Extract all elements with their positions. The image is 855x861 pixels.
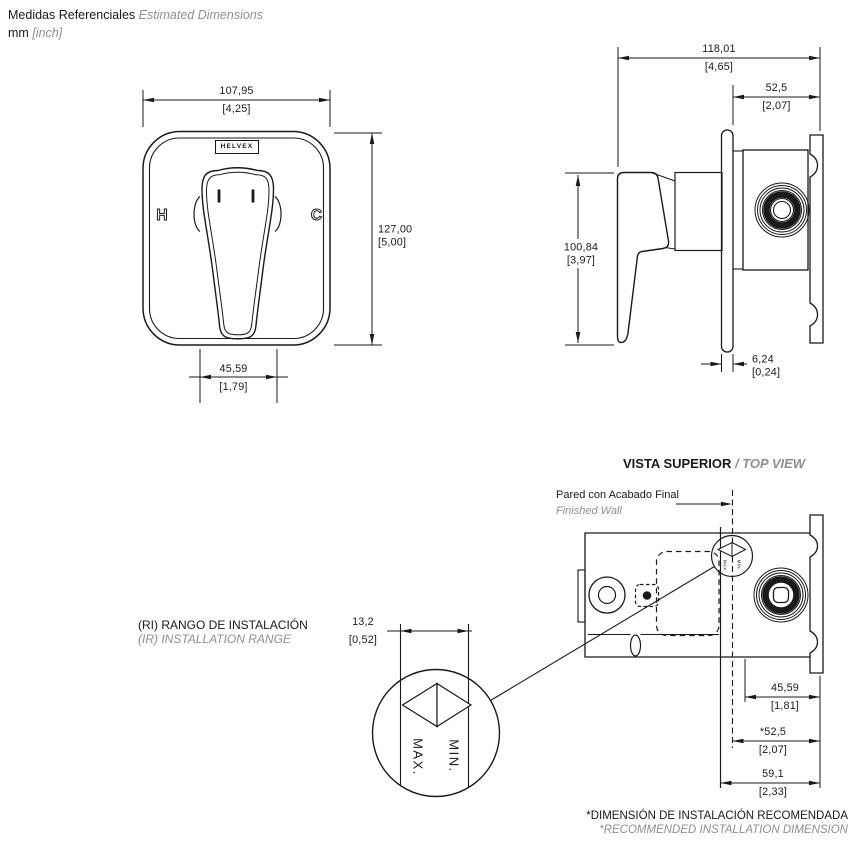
max-label-mini: MAX.: [722, 559, 727, 573]
escutcheon-outline: [143, 132, 330, 346]
cold-label: C: [310, 207, 323, 224]
top-left-tab: [578, 570, 585, 622]
min-label-mini: MIN.: [736, 559, 742, 571]
top-handle-hidden: [657, 552, 720, 636]
side-mounting-flange: [810, 135, 823, 343]
unit-inch: [inch]: [32, 26, 63, 40]
top-port: [754, 568, 808, 622]
footnote-es: *DIMENSIÓN DE INSTALACIÓN RECOMENDADA: [586, 810, 848, 822]
dim-front-width: 107,95 [4,25]: [219, 85, 254, 115]
dim-front-height: 127,00 [5,00]: [378, 223, 413, 249]
top-pivot-circle: [589, 577, 625, 613]
top-screw: [631, 635, 641, 656]
side-handle-stem: [675, 173, 722, 251]
dim-top-a: 45,59 [1,81]: [770, 682, 800, 712]
side-view: [618, 130, 824, 352]
range-note-en: (IR) INSTALLATION RANGE: [138, 632, 291, 646]
wall-label-en: Finished Wall: [556, 505, 622, 517]
side-escutcheon: [722, 130, 734, 352]
side-handle-grip: [618, 173, 669, 343]
balloon-leader-line: [491, 567, 715, 701]
max-label: MAX.: [410, 738, 425, 776]
title-en: Estimated Dimensions: [138, 8, 263, 22]
wall-label-es: Pared con Acabado Final: [556, 489, 679, 501]
range-note-es: (RI) RANGO DE INSTALACIÓN: [138, 618, 308, 632]
dim-top-b-recommended: *52,5 [2,07]: [758, 726, 788, 756]
dim-side-handle-height: 100,84 [3,97]: [563, 241, 599, 266]
handle-hub-right: [275, 197, 281, 232]
handle-inner-line: [207, 172, 270, 334]
unit-mm: mm: [8, 26, 29, 40]
sheet-title: [8, 8, 263, 23]
side-port: [755, 183, 809, 237]
front-view: [143, 132, 330, 346]
handle-outline: [202, 168, 274, 339]
dim-front-handle-width: 45,59 [1,79]: [219, 363, 248, 393]
hot-label: H: [156, 207, 168, 224]
min-label: MIN.: [446, 739, 461, 773]
brand-logo: HELVEX: [215, 140, 259, 154]
handle-hub-left: [194, 197, 200, 232]
title-es: Medidas Referenciales: [8, 8, 136, 22]
dim-side-total-depth: 118,01 [4,65]: [702, 43, 736, 73]
dim-top-c: 59,1 [2,33]: [758, 768, 788, 798]
footnote-en: *RECOMMENDED INSTALLATION DIMENSION: [599, 824, 848, 836]
dim-side-plate-thickness: 6,24 [0,24]: [752, 353, 781, 379]
dim-installation-range: 13,2 [0,52]: [348, 616, 378, 646]
top-mounting-flange: [810, 515, 823, 673]
detail-balloon: [373, 536, 753, 797]
sheet-units: [8, 26, 62, 41]
dim-side-body-depth: 52,5 [2,07]: [762, 82, 791, 112]
top-view-title: VISTA SUPERIOR / TOP VIEW: [623, 456, 806, 471]
